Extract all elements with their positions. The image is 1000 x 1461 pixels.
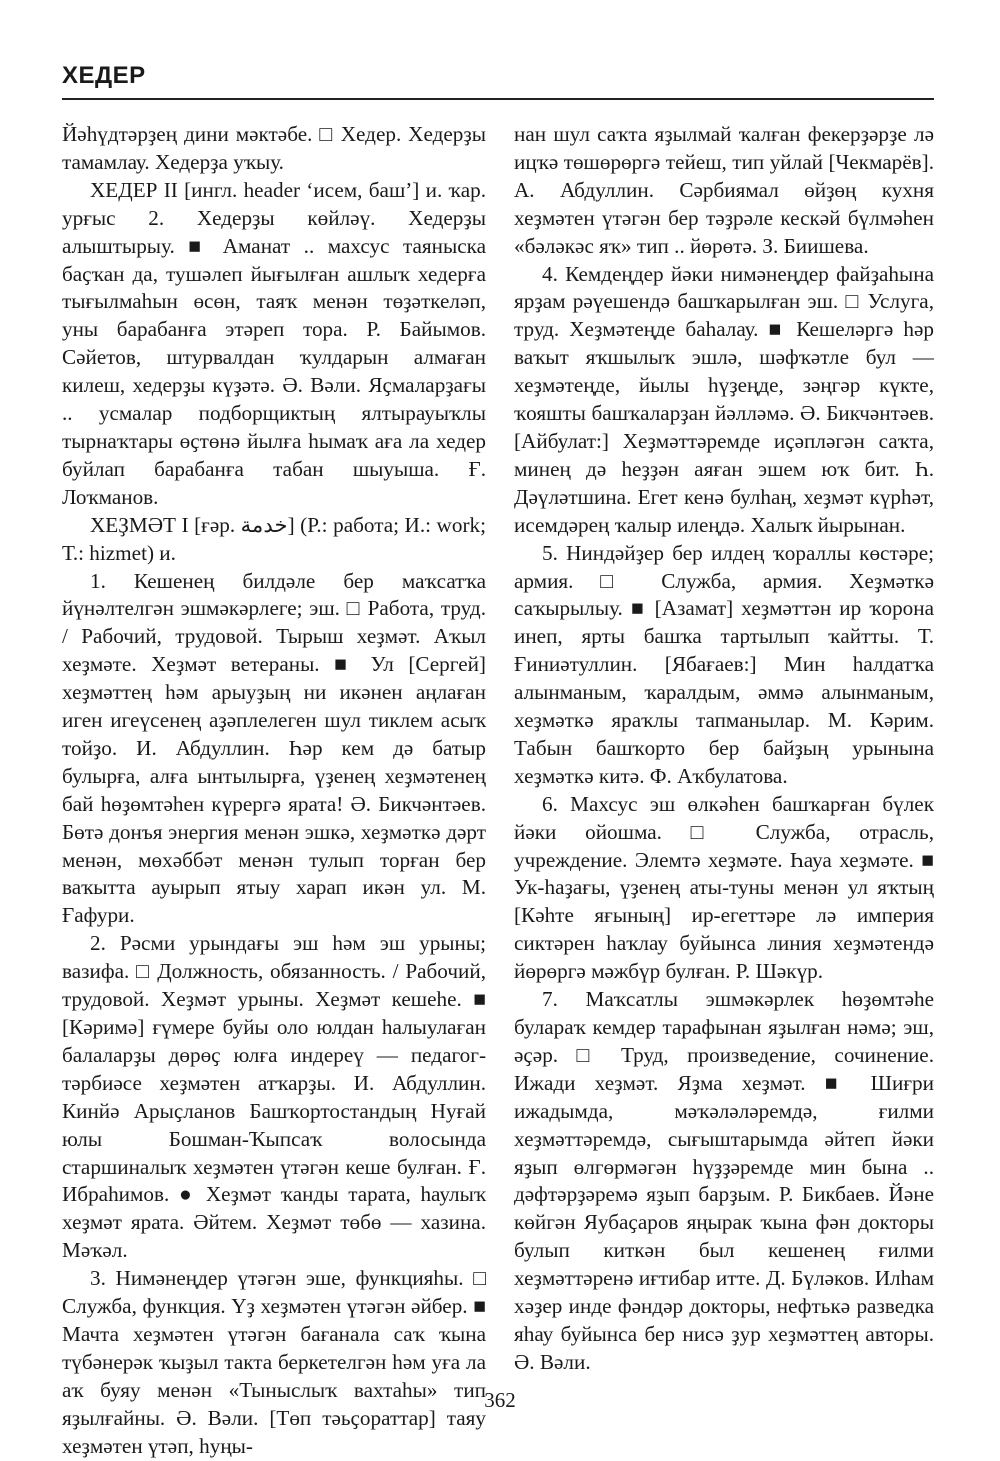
header-title: ХЕДЕР	[62, 62, 146, 89]
entry-paragraph: нан шул саҡта яҙылмай ҡалған фекерҙәрҙе лә ицҡә төшөрөргә тейеш, тип уйлай [Чекмарёв]. А. Абдуллин. Сәрбиямал өйҙөң кухня хеҙмәтен үтәгән бер тәҙрәле кескәй бүлмәһен «бәләкәс яҡ» тип .. йөрөтә. З. Биишева.	[514, 122, 934, 258]
entry-paragraph: 4. Кемдеңдер йәки нимәнеңдер файҙаһына ярҙам рәүешендә башҡарылған эш. □ Услуга, труд. Хеҙмәтеңде баһалау. ■ Кешеләргә һәр ваҡыт яҡшылыҡ эшлә, шәфҡәтле бул — хеҙмәтеңде, йылы һүҙеңде, зәңгәр күкте, ҡояшты башҡаларҙан йәлләмә. Ә. Бикчәнтәев. [Айбулат:] Хеҙмәттәремде иҫәпләгән саҡта, минең дә һеҙҙән аяған эшем юҡ бит. Һ. Дәүләтшина. Егет кенә булһаң, хеҙмәт күрһәт, исемдәрең ҡалыр илеңдә. Халыҡ йырынан.	[514, 261, 934, 537]
running-header	[62, 62, 934, 100]
right-column	[514, 121, 934, 1377]
entry-paragraph: ХЕДЕР II [ингл. header ‘исем, баш’] и. ҡар. урғыс 2. Хедерҙы көйләү. Хедерҙы алыштырыу. ■ Аманат .. махсус таяныска баҫҡан да, тушәлеп йығылған ашлыҡ хедерға тығылмаһын өсөн, таяҡ менән төҙәткеләп, уны барабанға этәреп тора. Р. Байымов. Сәйетов, штурвалдан ҡулдарын алмаған килеш, хедерҙы күҙәтә. Ә. Вәли. Яҫмаларҙағы .. усмалар подборщиктың ялтырауыҡлы тырнаҡтары өҫтөнә йылға һымаҡ аға ла хедер буйлап барабанға табан шыуыша. Ғ. Лоҡманов.	[62, 177, 486, 509]
entry-paragraph: 6. Махсус эш өлкәһен башҡарған бүлек йәки ойошма. □ Служба, отрасль, учреждение. Элемтә хеҙмәте. Һауа хеҙмәте. ■ Ук-һаҙағы, үҙенең аты-туны менән ул яҡтың [Кәһте яғының] ир-егеттәре лә империя сиктәрен һаҡлау буйынса линия хеҙмәтендә йөрөргә мәжбүр булған. Р. Шәкүр.	[514, 791, 934, 984]
entry-paragraph: 3. Нимәнеңдер үтәгән эше, функцияһы. □ Служба, функция. Үҙ хеҙмәтен үтәгән әйбер. ■ Мачта хеҙмәтен үтәгән бағанала саҡ ҡына түбәнерәк ҡыҙыл такта беркетелгән һәм уға ла аҡ буяу менән «Тыныслыҡ вахтаһы» тип яҙылғайны. Ә. Вәли. [Төп тәьҫораттар] таяу хеҙмәтен үтәп, һуңы-	[62, 1266, 486, 1458]
entry-paragraph: 1. Кешенең билдәле бер маҡсатҡа йүнәлтелгән эшмәкәрлеге; эш. □ Работа, труд. / Рабочий, трудовой. Тырыш хеҙмәт. Аҡыл хеҙмәте. Хеҙмәт ветераны. ■ Ул [Сергей] хеҙмәттең һәм арыуҙың ни икәнен аңлаған иген игеүсенең аҙәплелеген шул тиклем асыҡ тойҙо. И. Абдуллин. Һәр кем дә батыр булырға, алға ынтылырға, үҙенең хеҙмәтенең бай һөҙөмтәһен күрергә ярата! Ә. Бикчәнтәев. Бөтә донъя энергия менән эшкә, хеҙмәткә дәрт менән, мөхәббәт менән тулып торған бер ваҡытта ауырып ятыу харап икән ул. М. Ғафури.	[62, 568, 486, 928]
entry-paragraph: 2. Рәсми урындағы эш һәм эш урыны; вазифа. □ Должность, обязанность. / Рабочий, трудовой. Хеҙмәт урыны. Хеҙмәт кешеһе. ■ [Кәримә] ғүмере буйы оло юлдан һалыулаған балаларҙы дөрөҫ юлға индереү — педагог-тәрбиәсе хеҙмәтен атҡарҙы. И. Абдуллин. Кинйә Арыҫланов Башҡортостандың Нуғай юлы Бошман-Ҡыпсаҡ волосында старшиналыҡ хеҙмәтен үтәгән кеше булған. Ғ. Ибраһимов. ● Хеҙмәт ҡанды тарата, һаулыҡ хеҙмәт ярата. Әйтем. Хеҙмәт төбө — хазина. Мәҡәл.	[62, 931, 486, 1263]
entry-paragraph: 5. Ниндәйҙер бер илдең ҡораллы көстәре; армия. □ Служба, армия. Хеҙмәткә саҡырылыу. ■ [Азамат] хеҙмәттән ир ҡорона инеп, ярты башҡа тартылып ҡайтты. Т. Ғиниәтуллин. [Ябағаев:] Мин һалдатҡа алынманым, ҡаралдым, әммә алынманым, хеҙмәткә яраҡлы тапманылар. М. Кәрим. Табын башҡорто бер байҙың урынына хеҙмәткә китә. Ф. Аҡбулатова.	[514, 540, 934, 788]
left-column	[62, 121, 486, 1461]
entry-paragraph: 7. Маҡсатлы эшмәкәрлек һөҙөмтәһе булараҡ кемдер тарафынан яҙылған нәмә; эш, әҫәр. □ Труд, произведение, сочинение. Ижади хеҙмәт. Яҙма хеҙмәт. ■ Шиғри ижадымда, мәҡәләләремдә, ғилми хеҙмәттәремдә, сығыштарымда әйтеп йәки яҙып өлгөрмәгән һүҙҙәремде мин бына .. дәфтәрҙәремә яҙып барҙым. Р. Бикбаев. Йәне көйгән Яубаҫаров яңырак ҡына фән докторы булып киткән был кешенең ғилми хеҙмәттәренә иғтибар итте. Д. Бүләков. Илһам хәҙер инде фәндәр докторы, нефтькә разведка яһау буйынса бер нисә ҙур хеҙмәттең авторы. Ә. Вәли.	[514, 987, 934, 1374]
page-number: 362	[484, 1388, 516, 1412]
entry-paragraph: ХЕҘМӘТ I [ғәр. خدمة] (Р.: работа; И.: work; Т.: hizmet) и.	[62, 512, 486, 565]
entry-paragraph: Йәһүдтәрҙең дини мәктәбе. □ Хедер. Хедерҙы тамамлау. Хедерҙа уҡыу.	[62, 122, 486, 174]
